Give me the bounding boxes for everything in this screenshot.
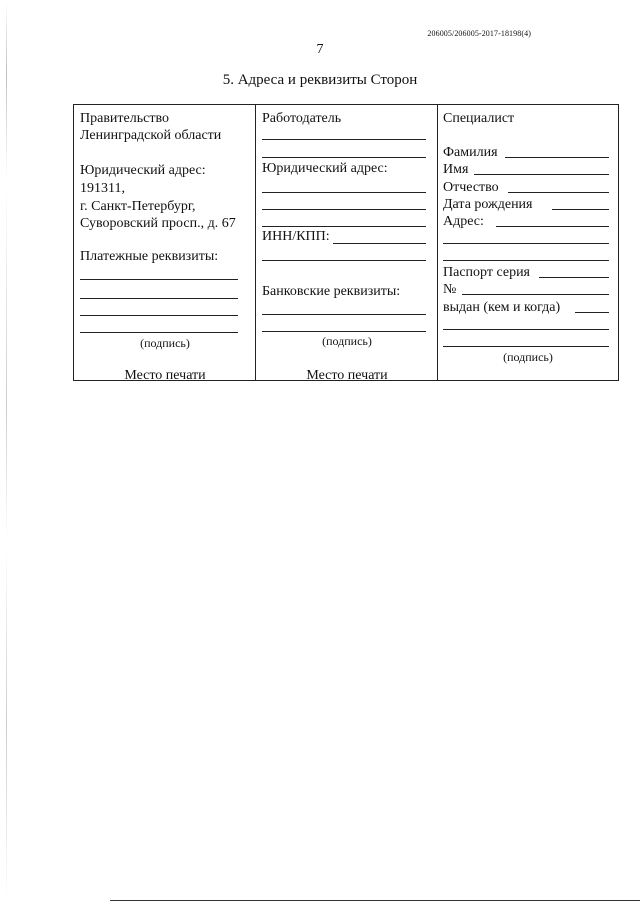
employer-name-line-2[interactable] [262,157,426,158]
section-title: 5. Адреса и реквизиты Сторон [222,72,418,88]
specialist-birth-label: Дата рождения [443,197,533,212]
specialist-surname-field[interactable] [505,157,609,158]
specialist-name-field[interactable] [474,174,609,175]
employer-address-line-3[interactable] [262,226,426,227]
specialist-passport-number-label: № [443,282,457,297]
scan-edge-bottom [110,900,640,901]
gov-address-city: г. Санкт-Петербург, [80,199,196,214]
specialist-issued-field[interactable] [575,312,609,313]
employer-inn-line-2[interactable] [262,260,426,261]
employer-inn-field[interactable] [333,243,426,244]
gov-payment-label: Платежные реквизиты: [80,249,219,264]
specialist-patronymic-field[interactable] [508,192,609,193]
parties-table [73,104,619,381]
specialist-surname-label: Фамилия [443,145,498,160]
document-code: 206005/206005-2017-18198(4) [427,29,531,38]
gov-address-street: Суворовский просп., д. 67 [80,216,236,231]
specialist-signature-line[interactable] [443,346,609,347]
employer-bank-line-1[interactable] [262,314,426,315]
gov-signature-line[interactable] [80,332,238,333]
specialist-patronymic-label: Отчество [443,180,499,195]
specialist-signature-caption: (подпись) [503,350,553,364]
specialist-passport-series-label: Паспорт серия [443,265,530,280]
specialist-address-line-3[interactable] [443,260,609,261]
specialist-name-label: Имя [443,162,469,177]
gov-payment-line-3[interactable] [80,315,238,316]
gov-address-label: Юридический адрес: [80,163,206,178]
specialist-issued-line-2[interactable] [443,329,609,330]
employer-bank-label: Банковские реквизиты: [262,284,401,299]
specialist-birth-field[interactable] [552,209,609,210]
gov-payment-line-2[interactable] [80,298,238,299]
specialist-address-field[interactable] [496,226,609,227]
column-government [74,105,256,383]
gov-name-line2: Ленинградской области [80,128,222,143]
employer-inn-label: ИНН/КПП: [262,229,330,244]
employer-address-label: Юридический адрес: [262,161,388,176]
specialist-title: Специалист [443,111,515,126]
employer-address-line-2[interactable] [262,209,426,210]
specialist-address-line-2[interactable] [443,243,609,244]
gov-payment-line-1[interactable] [80,279,238,280]
specialist-issued-label: выдан (кем и когда) [443,300,561,315]
employer-address-line-1[interactable] [262,192,426,193]
specialist-passport-number-field[interactable] [462,294,609,295]
scan-edge-left [6,0,7,905]
gov-name-line1: Правительство [80,111,169,126]
employer-title: Работодатель [262,111,342,126]
specialist-address-label: Адрес: [443,214,484,229]
specialist-passport-series-field[interactable] [539,277,609,278]
gov-address-zip: 191311, [80,181,125,196]
page-number: 7 [316,42,324,57]
employer-name-line-1[interactable] [262,139,426,140]
column-specialist [438,105,618,380]
employer-signature-caption: (подпись) [322,334,372,348]
employer-signature-line[interactable] [262,331,426,332]
gov-signature-caption: (подпись) [140,336,190,350]
employer-stamp-place: Место печати [306,368,388,383]
column-employer [256,105,438,383]
gov-stamp-place: Место печати [124,368,206,383]
